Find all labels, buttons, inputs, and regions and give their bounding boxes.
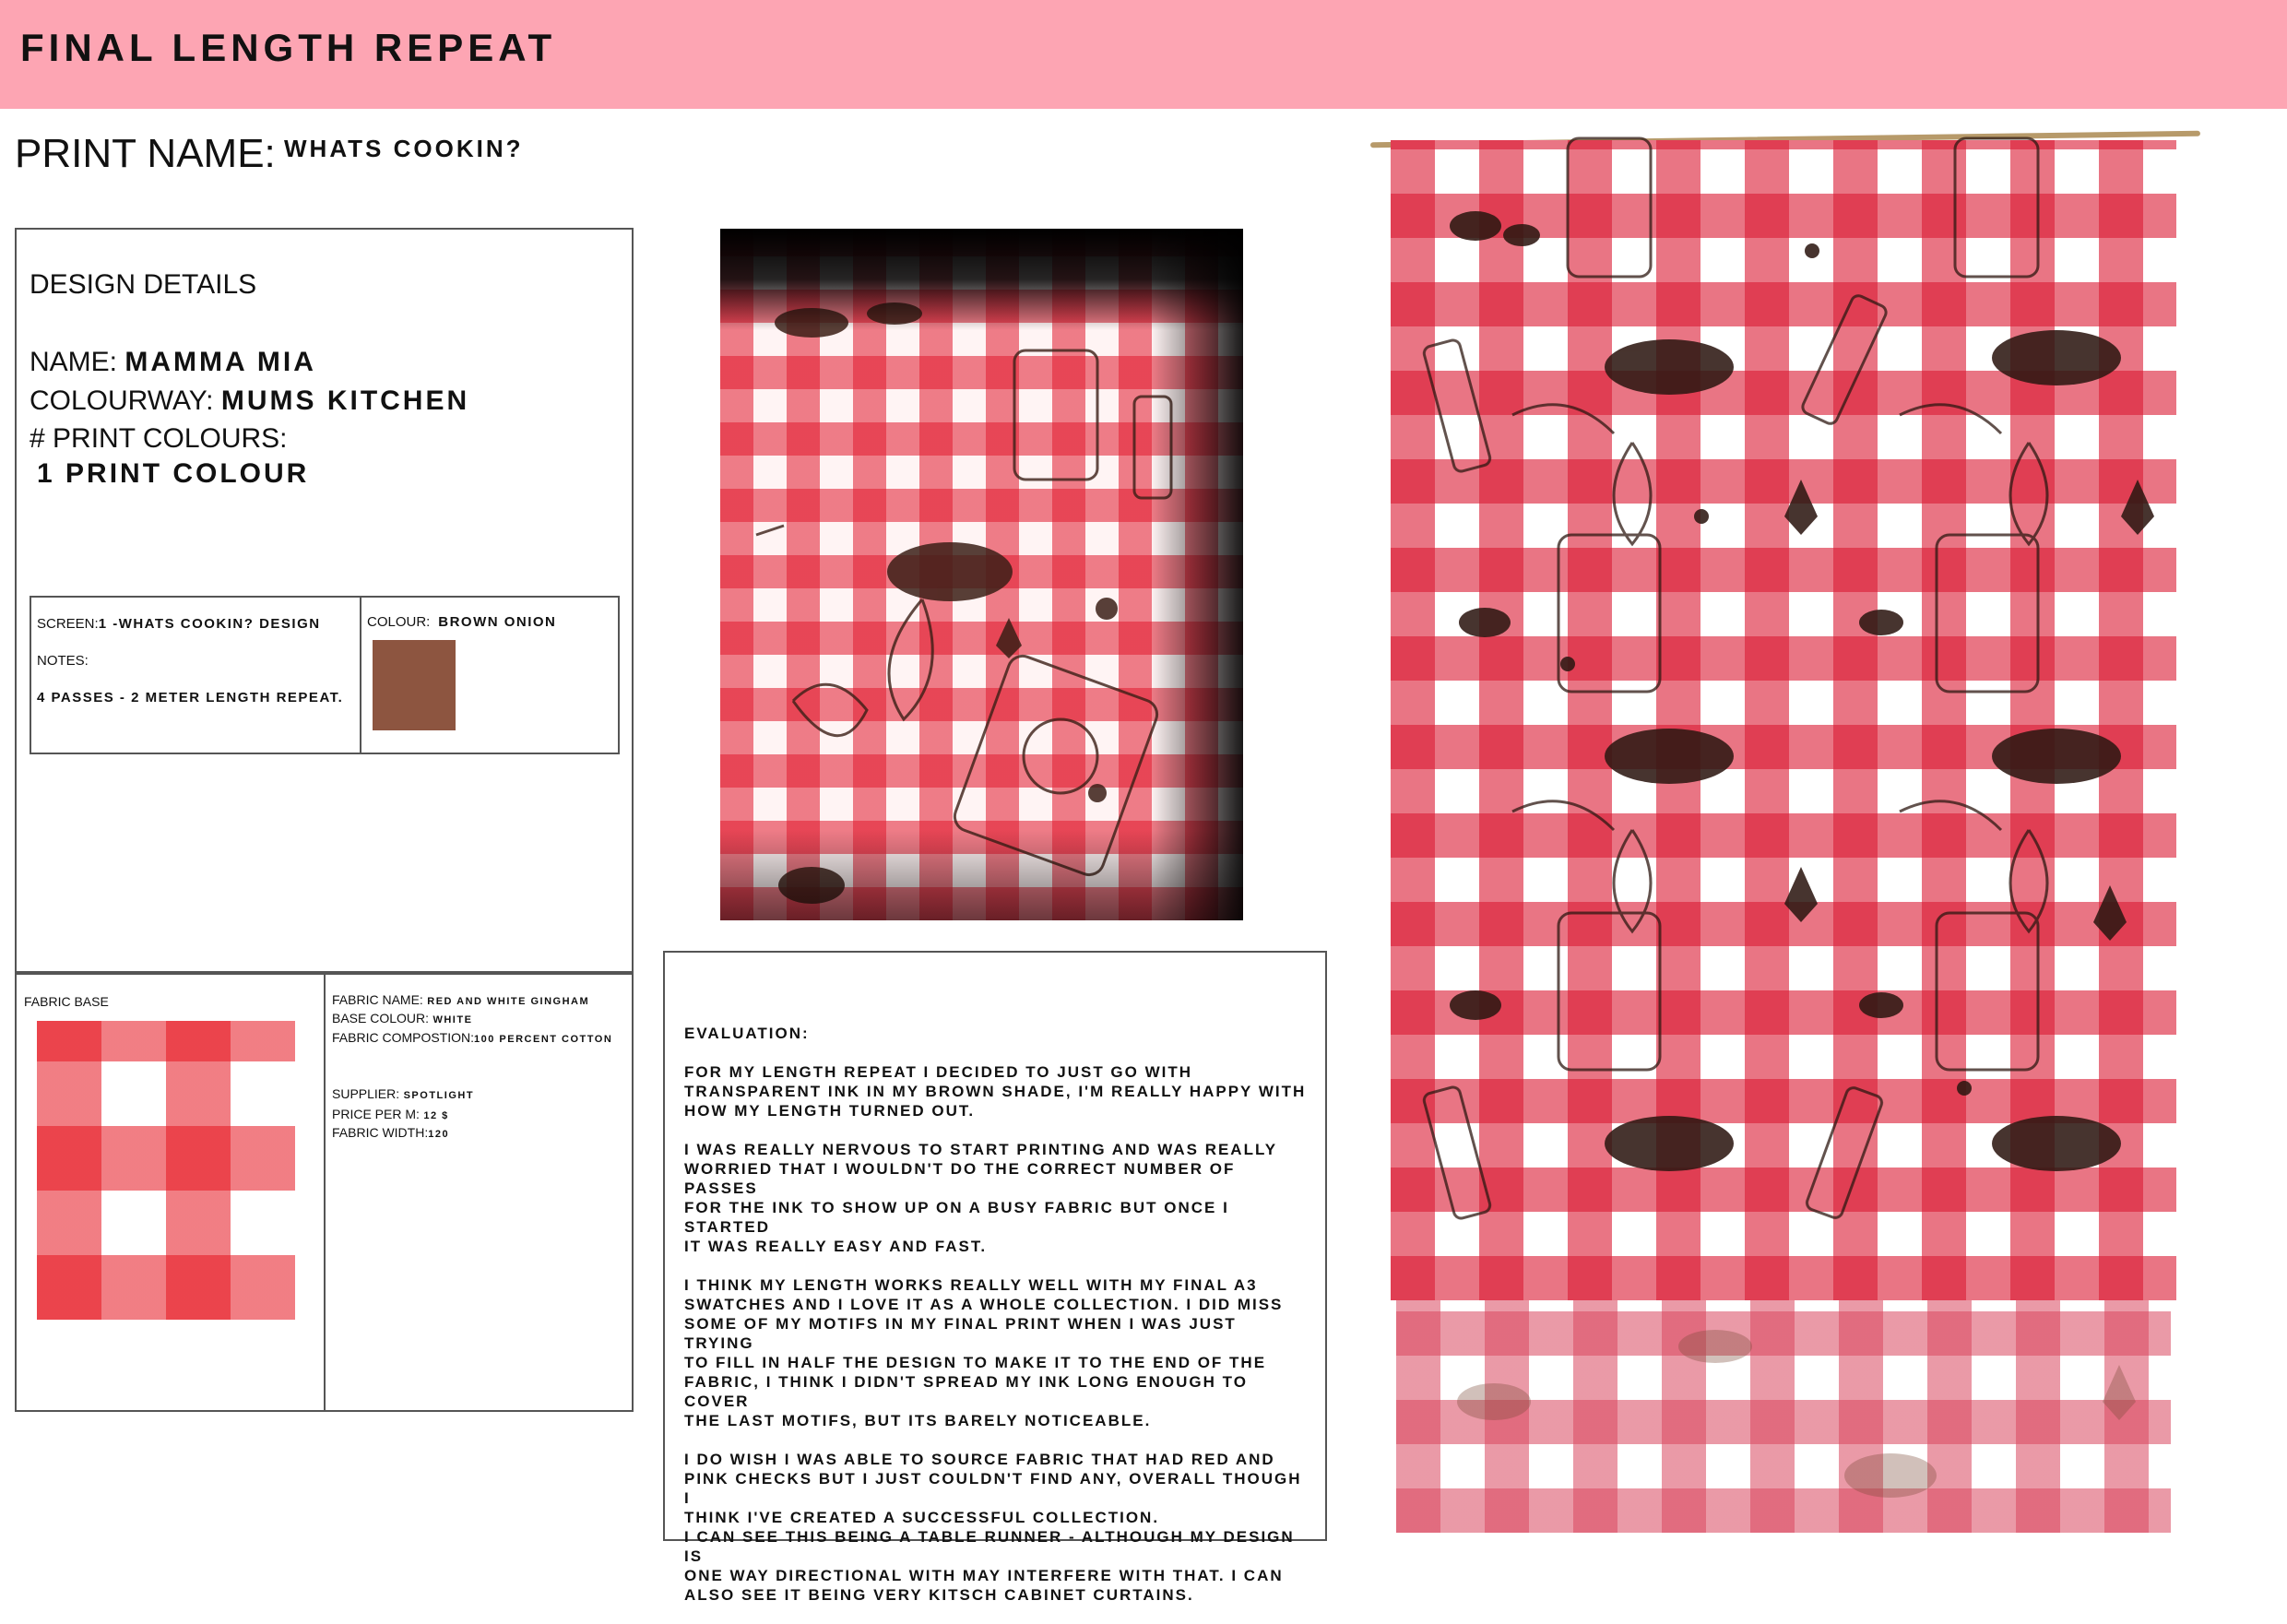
evaluation-paragraph-4: I DO WISH I WAS ABLE TO SOURCE FABRIC THAT HAD RED AND PINK CHECKS BUT I JUST COULDN'T FIND ANY, OVERALL THOUGH I THINK I'VE CREATED A SUCCESSFUL COLLECTION. I CAN SEE THIS BEING A TABLE RUNNER - ALTHOUGH MY DESIGN IS ONE WAY DIRECTIONAL WITH MAY INTERFERE WITH THAT. I CAN ALSO SEE IT BEING VERY KITSCH CABINET CURTAINS. [684,1451,1302,1604]
notes-label: NOTES: [37,653,89,669]
composition-label: FABRIC COMPOSTION: [332,1030,475,1045]
base-colour-label: BASE COLOUR: [332,1011,430,1025]
price-label: PRICE PER M: [332,1107,420,1121]
base-colour-value: WHITE [433,1014,473,1025]
fabric-base-label: FABRIC BASE [24,994,109,1009]
evaluation-paragraph-3: I THINK MY LENGTH WORKS REALLY WELL WITH MY FINAL A3 SWATCHES AND I LOVE IT AS A WHOLE COLLECTION. I DID MISS SOME OF MY MOTIFS IN MY FINAL PRINT WHEN I WAS JUST TRYING TO FILL IN HALF THE DESIGN TO MAKE IT TO THE END OF THE FABRIC, I THINK I DIDN'T SPREAD MY INK LONG ENOUGH TO COVER THE LAST MOTIFS, BUT ITS BARELY NOTICEABLE. [684,1276,1284,1429]
page-title: FINAL LENGTH REPEAT [20,26,557,69]
evaluation-paragraph-1: FOR MY LENGTH REPEAT I DECIDED TO JUST GO WITH TRANSPARENT INK IN MY BROWN SHADE, I'M REALLY HAPPY WITH HOW MY LENGTH TURNED OUT. [684,1063,1307,1120]
evaluation-paragraph-2: I WAS REALLY NERVOUS TO START PRINTING AND WAS REALLY WORRIED THAT I WOULDN'T DO THE CORRECT NUMBER OF PASSES FOR THE INK TO SHOW UP ON A BUSY FABRIC BUT ONCE I STARTED IT WAS REALLY EASY AND FAST. [684,1141,1278,1255]
supplier-value: SPOTLIGHT [403,1090,475,1101]
width-label: FABRIC WIDTH: [332,1125,429,1140]
design-details-heading: DESIGN DETAILS [30,269,257,300]
print-colours-label: # PRINT COLOURS: [30,423,288,454]
colourway-value: MUMS KITCHEN [220,385,470,416]
colour-value: BROWN ONION [438,614,557,630]
screen-value: 1 -WHATS COOKIN? DESIGN [98,616,321,632]
print-name-value: WHATS COOKIN? [284,135,524,162]
colourway-label: COLOURWAY: [30,385,214,416]
print-colours-value: 1 PRINT COLOUR [37,458,310,489]
print-name-label: PRINT NAME: [15,131,276,176]
evaluation-heading: EVALUATION: [684,1025,810,1042]
colour-label: COLOUR: [367,614,431,630]
width-value: 120 [428,1129,450,1140]
notes-value: 4 PASSES - 2 METER LENGTH REPEAT. [37,690,344,705]
screen-label: SCREEN: [37,616,99,632]
design-name-label: NAME: [30,347,118,377]
supplier-label: SUPPLIER: [332,1086,400,1101]
design-name-value: MAMMA MIA [124,347,316,377]
composition-value: 100 PERCENT COTTON [474,1034,613,1045]
price-value: 12 $ [423,1110,449,1121]
fabric-name-value: RED AND WHITE GINGHAM [427,996,590,1007]
fabric-name-label: FABRIC NAME: [332,992,423,1007]
